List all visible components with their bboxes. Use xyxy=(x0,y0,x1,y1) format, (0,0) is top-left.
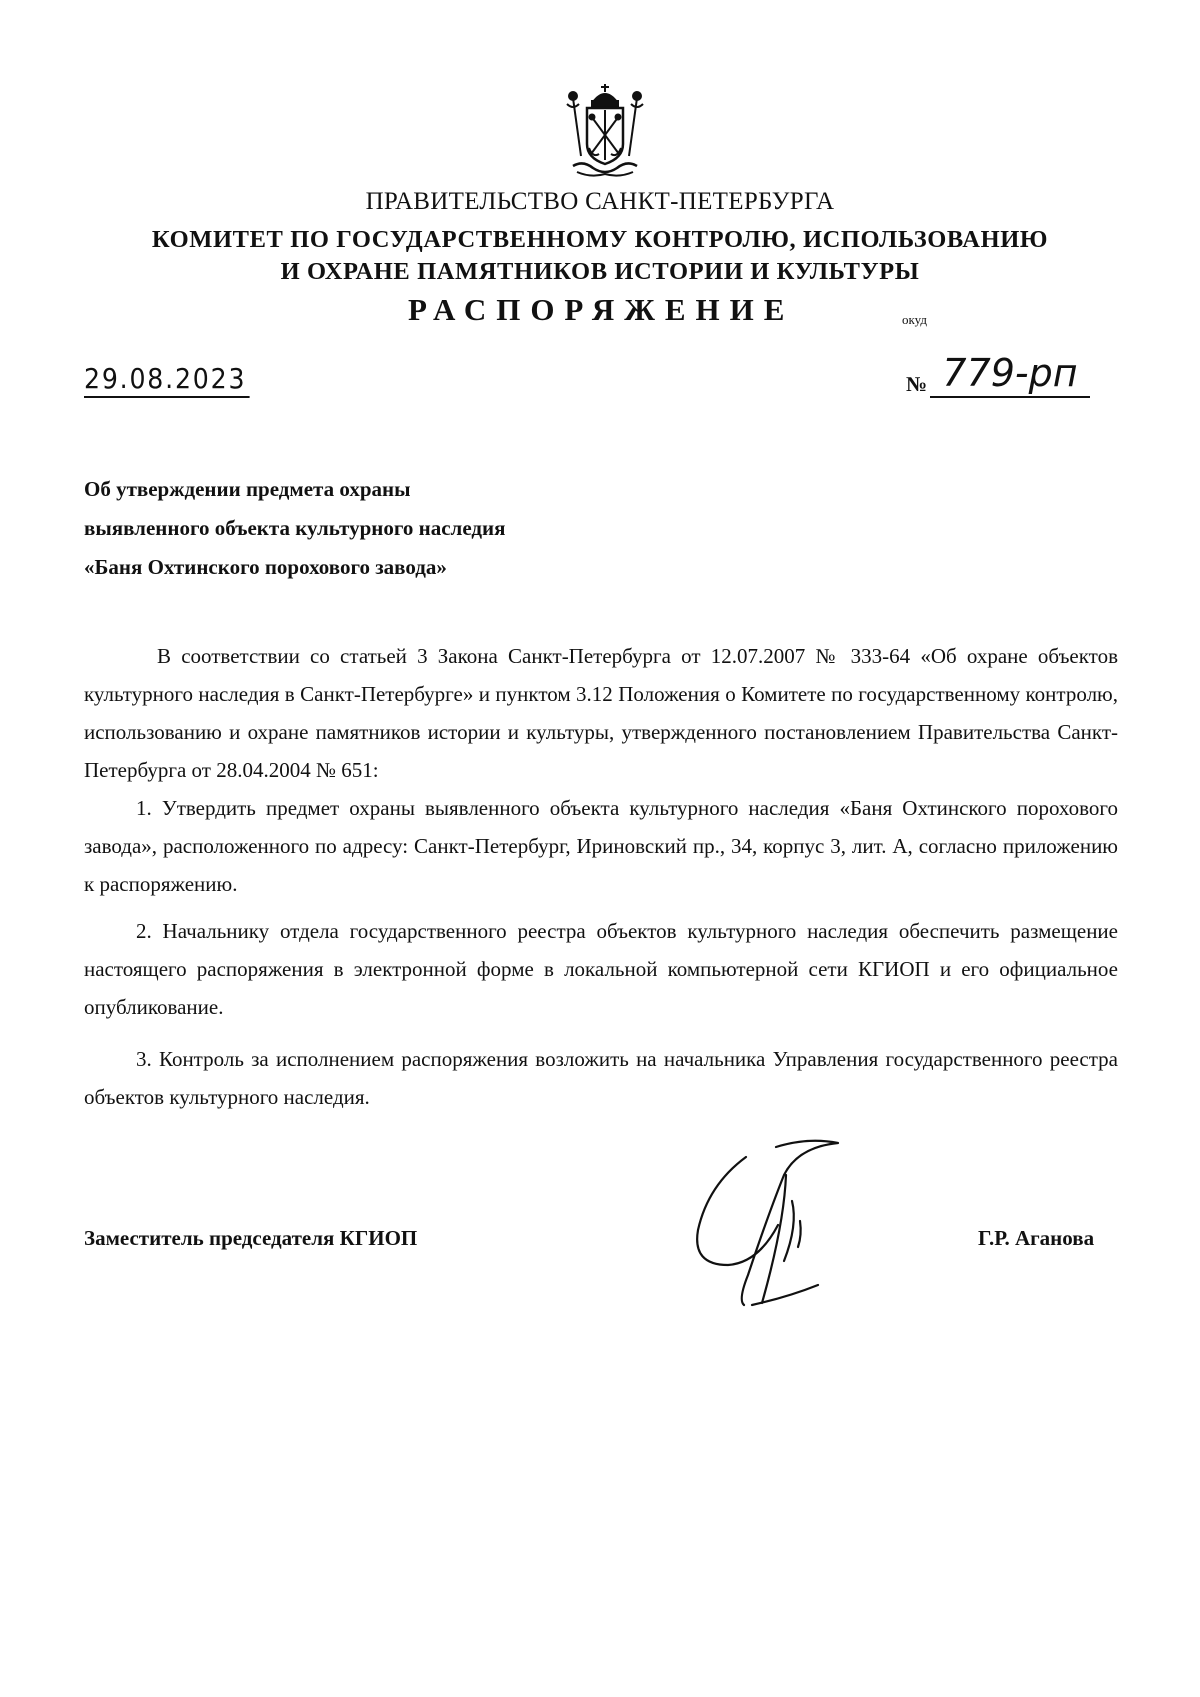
subject-line: выявленного объекта культурного наследия xyxy=(84,516,506,540)
document-type: РАСПОРЯЖЕНИЕ xyxy=(408,292,795,327)
document-body xyxy=(84,637,1118,1116)
order-item-3: 3. Контроль за исполнением распоряжения возложить на начальника Управления государственного реестра объектов культурного наследия. xyxy=(84,1047,1118,1109)
document-number-label: № xyxy=(906,372,928,396)
order-item-2: 2. Начальнику отдела государственного реестра объектов культурного наследия обеспечить размещение настоящего распоряжения в электронной форме в локальной компьютерной сети КГИОП и его официальное опубликование. xyxy=(84,919,1118,1019)
document-number: 779-рп xyxy=(930,350,1090,398)
subject-line: Об утверждении предмета охраны xyxy=(84,477,411,501)
committee-name-line1: КОМИТЕТ ПО ГОСУДАРСТВЕННОМУ КОНТРОЛЮ, ИСПОЛЬЗОВАНИЮ xyxy=(151,226,1049,253)
okud-label: окуд xyxy=(902,312,927,327)
subject-line: «Баня Охтинского порохового завода» xyxy=(84,555,447,579)
preamble-paragraph: В соответствии со статьей 3 Закона Санкт-Петербурга от 12.07.2007 № 333-64 «Об охране объектов культурного наследия в Санкт-Петербурге» и пунктом 3.12 Положения о Комитете по государственному контролю, использованию и охране памятников истории и культуры, утвержденного постановлением Правительства Санкт-Петербурга от 28.04.2004 № 651: xyxy=(84,644,1118,782)
signer-name: Г.Р. Аганова xyxy=(978,1226,1095,1250)
order-item-1: 1. Утвердить предмет охраны выявленного объекта культурного наследия «Баня Охтинского порохового завода», расположенного по адресу: Санкт-Петербург, Ириновский пр., 34, корпус 3, лит. А, согласно приложению к распоряжению. xyxy=(84,796,1118,896)
government-name: ПРАВИТЕЛЬСТВО САНКТ-ПЕТЕРБУРГА xyxy=(365,188,835,215)
committee-name-line2: И ОХРАНЕ ПАМЯТНИКОВ ИСТОРИИ И КУЛЬТУРЫ xyxy=(280,258,920,285)
document-subject xyxy=(84,470,505,587)
coat-of-arms-icon xyxy=(563,82,647,182)
document-date: 29.08.2023 xyxy=(84,362,250,398)
signer-title: Заместитель председателя КГИОП xyxy=(84,1226,418,1250)
handwritten-signature-icon xyxy=(688,1135,888,1315)
